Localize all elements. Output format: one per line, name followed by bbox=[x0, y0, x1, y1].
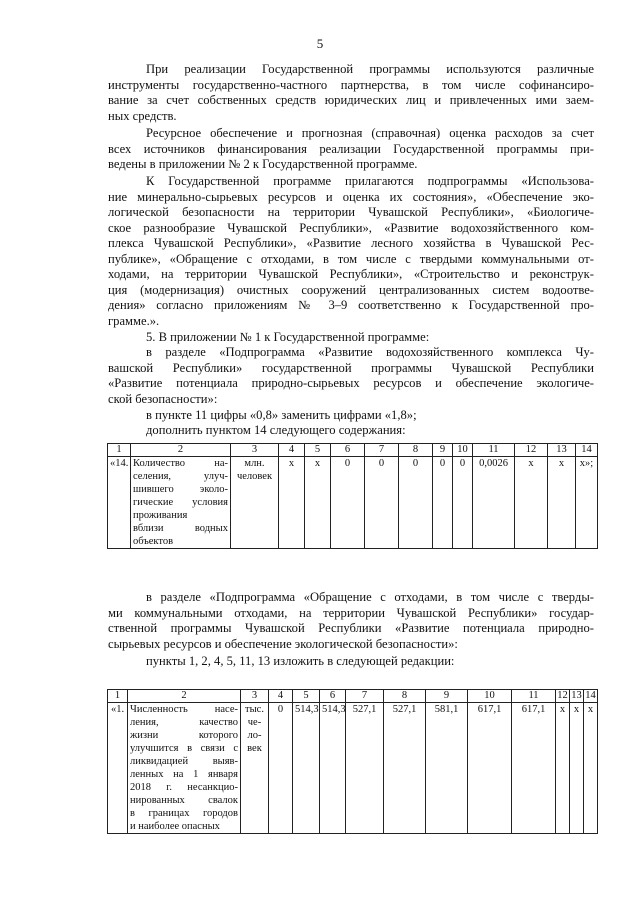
column-header: 8 bbox=[399, 444, 433, 457]
cell-line: вблизи водных bbox=[133, 523, 228, 534]
cell-line: Количество на- bbox=[133, 458, 228, 469]
text-line: в пункте 11 цифры «0,8» заменить цифрами «1,8»; bbox=[146, 408, 417, 422]
column-header: 8 bbox=[384, 690, 426, 703]
column-header: 2 bbox=[128, 690, 241, 703]
table-points-1-13 bbox=[107, 689, 598, 834]
paragraph-add-point-14 bbox=[108, 423, 594, 439]
cell-line: в границах городов bbox=[130, 808, 238, 819]
cell-line: гические условия bbox=[133, 497, 228, 508]
cell-line: жизни которого bbox=[130, 730, 238, 741]
column-header: 10 bbox=[468, 690, 512, 703]
text-line: ское разнообразие Чувашской Республики», «Развитие водохозяйственного ком- bbox=[108, 220, 594, 235]
column-header: 12 bbox=[557, 690, 568, 701]
value-cell: х bbox=[584, 703, 598, 834]
indicator-description bbox=[128, 703, 241, 834]
text-line: ведены в приложении № 2 к Государственной программе. bbox=[108, 157, 418, 171]
value-cell: 527,1 bbox=[384, 703, 426, 834]
value-cell: 0 bbox=[399, 457, 433, 549]
text-line: плекса Чувашской Республики», «Развитие лесного хозяйства в Чувашской Рес- bbox=[108, 236, 594, 250]
cell-line: шившего эколо- bbox=[133, 484, 228, 495]
text-line: дополнить пунктом 14 следующего содержания: bbox=[146, 423, 406, 437]
row-number: «1. bbox=[108, 703, 128, 834]
column-header: 14 bbox=[576, 444, 598, 457]
cell-line: че- bbox=[247, 717, 262, 728]
text-line: грамме.». bbox=[108, 313, 160, 328]
table-point-14 bbox=[107, 443, 598, 549]
table-row bbox=[108, 457, 598, 549]
cell-line: человек bbox=[236, 471, 273, 482]
cell-line: млн. bbox=[244, 458, 265, 469]
table-header-row bbox=[108, 444, 598, 457]
column-header: 3 bbox=[231, 444, 279, 457]
value-cell: 0 bbox=[331, 457, 365, 549]
text-line: ственной программы Чувашской Республики «Развитие потенциала природно- bbox=[108, 621, 594, 635]
column-header: 12 bbox=[515, 444, 548, 457]
column-header: 3 bbox=[241, 690, 269, 703]
cell-line: Численность насе- bbox=[130, 704, 238, 715]
text-line: логической безопасности на территории Чувашской Республики», «Биологиче- bbox=[108, 205, 594, 219]
text-line: К Государственной программе прилагаются подпрограммы «Использова- bbox=[146, 174, 594, 188]
value-cell: х bbox=[548, 457, 576, 549]
table-header-row bbox=[108, 690, 598, 703]
text-line: в разделе «Подпрограмма «Развитие водохозяйственного комплекса Чу- bbox=[146, 345, 594, 359]
unit-of-measure bbox=[241, 703, 269, 834]
column-header: 13 bbox=[548, 444, 576, 457]
cell-line: ликвидацией выяв- bbox=[130, 756, 238, 767]
cell-line: ло- bbox=[247, 730, 262, 741]
text-line: инструменты государственно-частного партнерства, в том числе софинансиро- bbox=[108, 77, 594, 92]
text-line: всех источников финансирования реализации Государственной программы при- bbox=[108, 141, 594, 156]
column-header: 1 bbox=[108, 690, 128, 703]
column-header: 11 bbox=[512, 690, 556, 703]
text-line: Ресурсное обеспечение и прогнозная (справочная) оценка расходов за счет bbox=[146, 126, 594, 140]
value-cell: 0 bbox=[269, 703, 293, 834]
value-cell: 617,1 bbox=[468, 703, 512, 834]
text-line: ми коммунальными отходами, на территории Чувашской Республики» государ- bbox=[108, 605, 594, 620]
text-line: публике», «Обращение с отходами, в том числе с твердыми коммунальными от- bbox=[108, 251, 594, 266]
column-header: 9 bbox=[433, 444, 453, 457]
cell-line: селения, улуч- bbox=[133, 471, 228, 482]
text-line: ходами, на территории Чувашской Республики», «Строительство и реконструк- bbox=[108, 267, 594, 281]
text-line: сырьевых ресурсов и обеспечение экологической безопасности»: bbox=[108, 636, 458, 651]
table-row bbox=[108, 703, 598, 834]
column-header: 9 bbox=[426, 690, 468, 703]
text-line: ных средств. bbox=[108, 108, 177, 123]
paragraph-resource-provision bbox=[108, 126, 594, 173]
text-line: вашской Республики» государственной программы Чувашской Республики bbox=[108, 360, 594, 375]
paragraph-point-11 bbox=[108, 408, 594, 424]
value-cell: х bbox=[305, 457, 331, 549]
value-cell: 514,3 bbox=[320, 703, 346, 834]
column-header: 5 bbox=[305, 444, 331, 457]
value-cell: х bbox=[556, 703, 570, 834]
paragraph-points-list bbox=[108, 654, 594, 670]
paragraph-waste-section bbox=[108, 590, 594, 652]
text-line: пункты 1, 2, 4, 5, 11, 13 изложить в следующей редакции: bbox=[146, 654, 455, 668]
column-header: 7 bbox=[346, 690, 384, 703]
cell-line: ления, качество bbox=[130, 717, 238, 728]
paragraph-ppp-instruments bbox=[108, 62, 594, 124]
value-cell: х bbox=[515, 457, 548, 549]
text-line: ской безопасности»: bbox=[108, 391, 218, 406]
value-cell: 0 bbox=[433, 457, 453, 549]
column-header: 14 bbox=[585, 690, 596, 701]
column-header: 5 bbox=[293, 690, 320, 703]
paragraph-water-section bbox=[108, 345, 594, 407]
text-line: вание за счет собственных средств юридических лиц и привлеченных ими заем- bbox=[108, 93, 594, 107]
value-cell: х bbox=[570, 703, 584, 834]
paragraph-subprograms bbox=[108, 174, 594, 329]
value-cell: 0 bbox=[365, 457, 399, 549]
column-header: 13 bbox=[571, 690, 582, 701]
value-cell: 617,1 bbox=[512, 703, 556, 834]
row-number: «14. bbox=[108, 457, 131, 549]
cell-line: объектов bbox=[133, 536, 174, 547]
text-line: При реализации Государственной программы используются различные bbox=[146, 62, 594, 76]
value-cell: 581,1 bbox=[426, 703, 468, 834]
indicator-description bbox=[131, 457, 231, 549]
text-line: ция (модернизация) очистных сооружений централизованных систем водоотве- bbox=[108, 282, 594, 297]
cell-line: век bbox=[247, 743, 262, 754]
page-number: 5 bbox=[316, 36, 324, 51]
text-line: дения» согласно приложениям № 3–9 соответственно к Государственной про- bbox=[108, 298, 594, 312]
text-line: в разделе «Подпрограмма «Обращение с отходами, в том числе с тверды- bbox=[146, 590, 594, 604]
column-header: 7 bbox=[365, 444, 399, 457]
cell-line: тыс. bbox=[245, 704, 264, 715]
column-header: 6 bbox=[331, 444, 365, 457]
column-header: 4 bbox=[279, 444, 305, 457]
cell-line: улучшится в связи с bbox=[130, 743, 238, 754]
value-cell: 514,3 bbox=[293, 703, 320, 834]
cell-line: 2018 г. несанкцио- bbox=[130, 782, 238, 793]
column-header: 2 bbox=[131, 444, 231, 457]
paragraph-item-5 bbox=[108, 330, 594, 346]
column-header: 1 bbox=[108, 444, 131, 457]
value-cell: 527,1 bbox=[346, 703, 384, 834]
cell-line: проживания bbox=[133, 510, 188, 521]
column-header: 10 bbox=[453, 444, 473, 457]
unit-of-measure bbox=[231, 457, 279, 549]
value-cell: х bbox=[279, 457, 305, 549]
column-header: 11 bbox=[473, 444, 515, 457]
text-line: «Развитие потенциала природно-сырьевых ресурсов и обеспечение экологиче- bbox=[108, 376, 594, 390]
column-header: 6 bbox=[320, 690, 346, 703]
text-line: ние минерально-сырьевых ресурсов и оценка их состояния», «Обеспечение эко- bbox=[108, 189, 594, 204]
column-header: 4 bbox=[269, 690, 293, 703]
cell-line: нированных свалок bbox=[130, 795, 238, 806]
cell-line: и наиболее опасных bbox=[130, 821, 220, 832]
value-cell: х»; bbox=[576, 457, 598, 549]
value-cell: 0,0026 bbox=[473, 457, 515, 549]
cell-line: ленных на 1 января bbox=[130, 769, 238, 780]
text-line: 5. В приложении № 1 к Государственной программе: bbox=[146, 330, 430, 344]
value-cell: 0 bbox=[453, 457, 473, 549]
